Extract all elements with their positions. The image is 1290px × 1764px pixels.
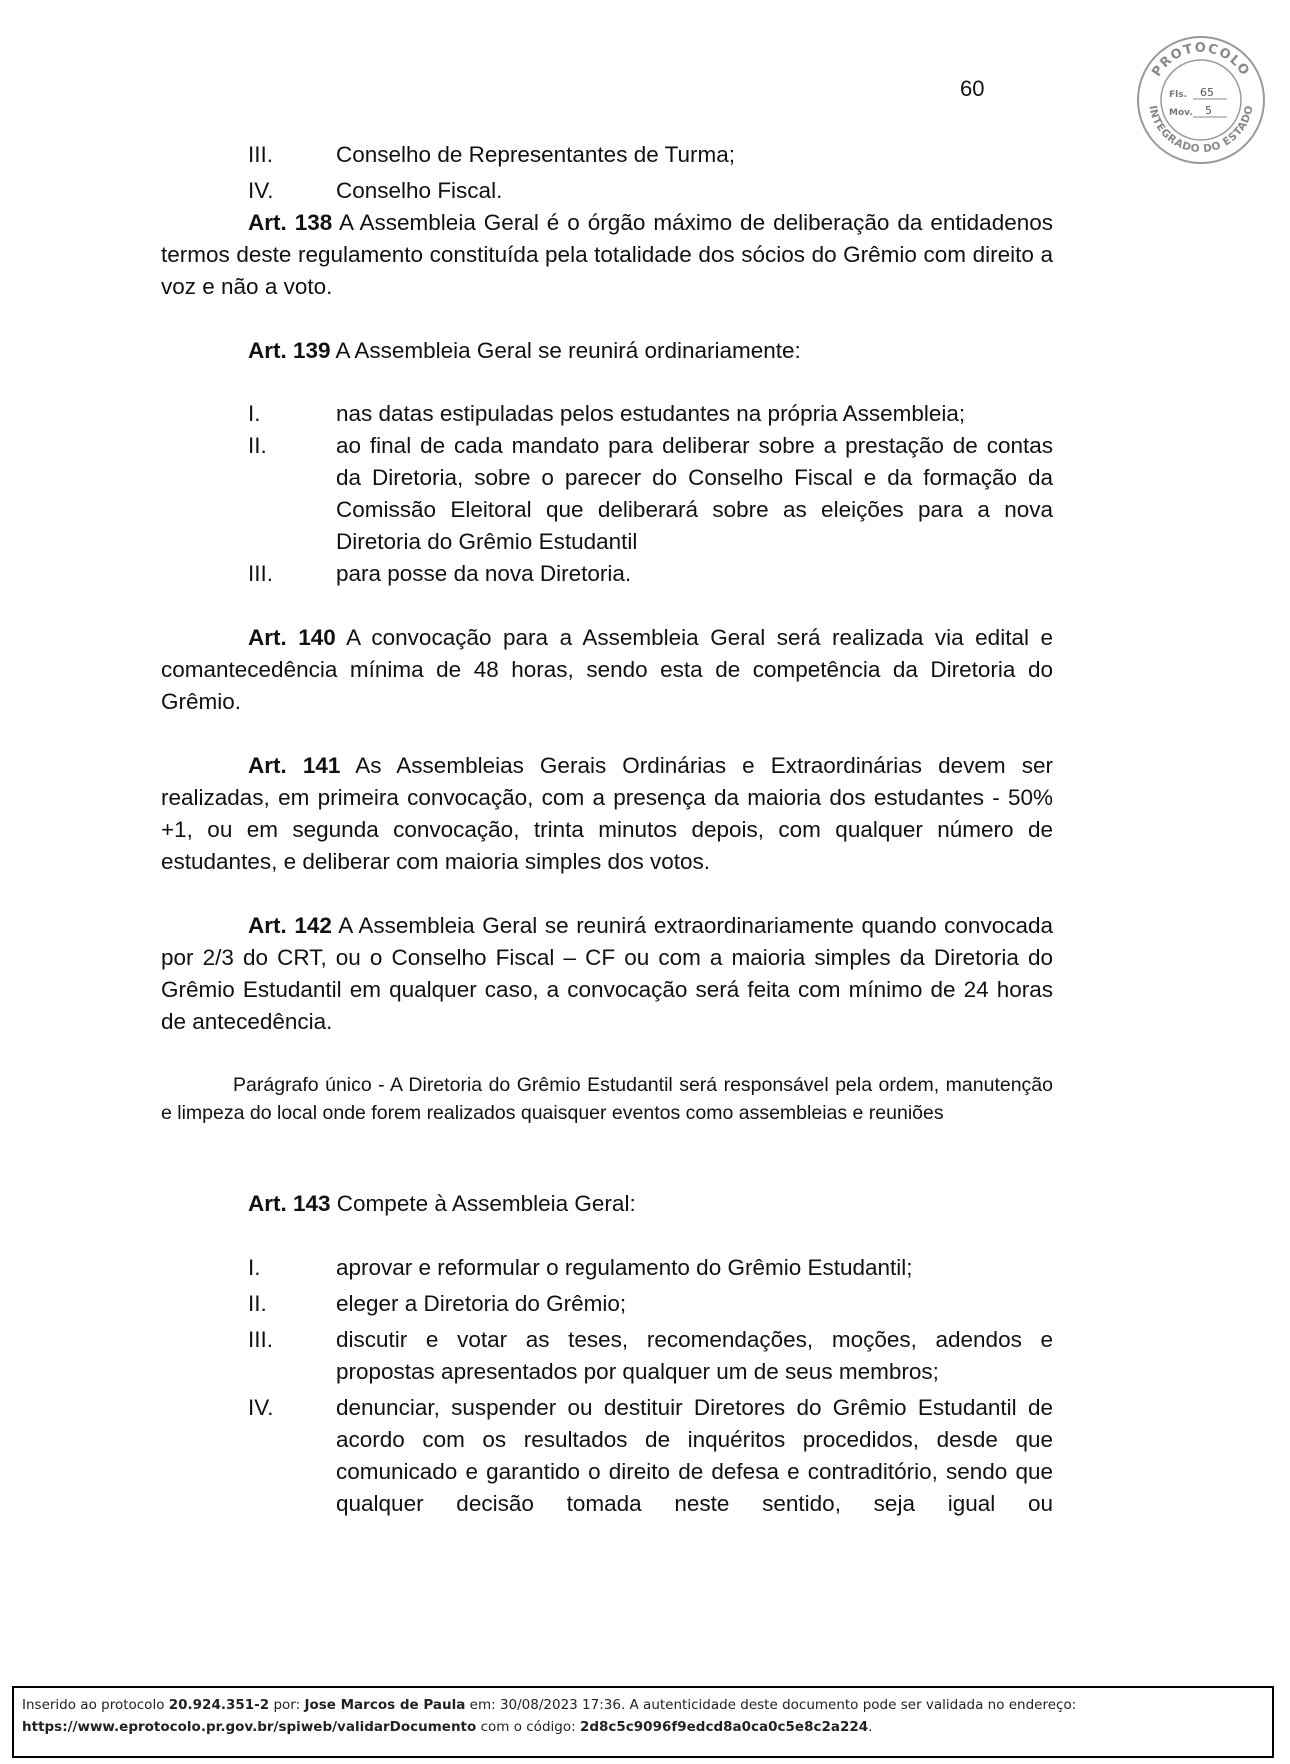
list-number: IV. xyxy=(248,178,274,203)
list-number: I. xyxy=(248,1255,261,1280)
article-141 xyxy=(161,750,1053,878)
article-138 xyxy=(161,207,1053,303)
list-number: I. xyxy=(248,401,261,426)
list-text: aprovar e reformular o regulamento do Grêmio Estudantil; xyxy=(336,1255,913,1280)
list-item xyxy=(161,398,1053,430)
article-139 xyxy=(161,335,1053,367)
stamp-mov-label: Mov. xyxy=(1169,108,1193,118)
list-number: II. xyxy=(248,433,267,458)
list-item xyxy=(161,1288,1053,1320)
stamp-fls-value: 65 xyxy=(1200,86,1214,99)
stamp-arc-top: PROTOCOLO xyxy=(1149,40,1253,80)
article-text: As Assembleias Gerais Ordinárias e Extraordinárias devem ser realizadas, em primeira convocação, com a presença da maioria dos estudantes - 50% +1, ou em segunda convocação, trinta minutos depois, com qualquer número de estudantes, e deliberar com maioria simples dos votos. xyxy=(161,753,1053,874)
list-text: para posse da nova Diretoria. xyxy=(336,561,632,586)
footer-protocol-number: 20.924.351-2 xyxy=(168,1697,270,1713)
list-text: Conselho de Representantes de Turma; xyxy=(336,142,735,167)
list-item xyxy=(161,430,1053,558)
list-text: ao final de cada mandato para deliberar sobre a prestação de contas da Diretoria, sobre o parecer do Conselho Fiscal e da formação da Comissão Eleitoral que deliberará sobre as eleições para a nova Diretoria do Grêmio Estudantil xyxy=(336,433,1053,554)
article-text: A convocação para a Assembleia Geral será realizada via edital e comantecedência mínima de 48 horas, sendo esta de competência da Diretoria do Grêmio. xyxy=(161,625,1054,714)
article-143 xyxy=(161,1188,1053,1220)
footer-code-prefix: com o código: xyxy=(476,1719,580,1735)
article-text: A Assembleia Geral se reunirá extraordinariamente quando convocada por 2/3 do CRT, ou o Conselho Fiscal – CF ou com a maioria simples da Diretoria do Grêmio Estudantil em qualquer caso, a convocação será feita com mínimo de 24 horas de antecedência. xyxy=(161,913,1054,1034)
article-140 xyxy=(161,622,1053,718)
list-number: IV. xyxy=(248,1395,274,1420)
list-item xyxy=(161,1324,1053,1388)
stamp-arc-bottom: INTEGRADO DO ESTADO xyxy=(1146,104,1256,156)
stamp-mov-value: 5 xyxy=(1205,104,1212,117)
list-text: denunciar, suspender ou destituir Diretores do Grêmio Estudantil de acordo com os resultados de inquéritos procedidos, desde que comunicado e garantido o direito de defesa e contraditório, sendo que qualquer decisão tomada neste sentido, seja igual ou xyxy=(336,1395,1053,1516)
article-text: A Assembleia Geral é o órgão máximo de deliberação da entidadenos termos deste regulamento constituída pela totalidade dos sócios do Grêmio com direito a voz e não a voto. xyxy=(161,210,1053,299)
list-number: III. xyxy=(248,561,274,586)
list-text: discutir e votar as teses, recomendações, moções, adendos e propostas apresentados por qualquer um de seus membros; xyxy=(336,1327,1053,1384)
paragrafo-unico: Parágrafo único - A Diretoria do Grêmio Estudantil será responsável pela ordem, manutenção e limpeza do local onde forem realizados quaisquer eventos como assembleias e reuniões xyxy=(161,1074,1053,1124)
list-item-iv-conselho xyxy=(161,175,1053,207)
list-item xyxy=(161,1252,1053,1284)
footer-by: por: xyxy=(269,1697,305,1713)
list-text: Conselho Fiscal. xyxy=(336,178,503,203)
article-label: Art. 140 xyxy=(248,625,336,650)
footer-end: . xyxy=(868,1719,873,1735)
article-label: Art. 143 xyxy=(248,1191,331,1216)
footer-author: Jose Marcos de Paula xyxy=(304,1697,466,1713)
footer-date: em: 30/08/2023 17:36. A autenticidade deste documento pode ser validada no endereço: xyxy=(465,1697,1077,1713)
article-label: Art. 142 xyxy=(248,913,332,938)
list-number: III. xyxy=(248,1327,274,1352)
footer-prefix: Inserido ao protocolo xyxy=(22,1697,169,1713)
list-text: eleger a Diretoria do Grêmio; xyxy=(336,1291,627,1316)
article-label: Art. 138 xyxy=(248,210,333,235)
list-number: III. xyxy=(248,142,274,167)
list-number: II. xyxy=(248,1291,267,1316)
footer-validation-code: 2d8c5c9096f9edcd8a0ca0c5e8c2a224 xyxy=(579,1719,869,1735)
list-item xyxy=(161,558,1053,590)
page-number: 60 xyxy=(960,76,985,101)
article-text: Compete à Assembleia Geral: xyxy=(330,1191,636,1216)
article-text: A Assembleia Geral se reunirá ordinariamente: xyxy=(330,338,801,363)
footer-validation-url[interactable]: https://www.eprotocolo.pr.gov.br/spiweb/validarDocumento xyxy=(22,1719,477,1735)
article-142 xyxy=(161,910,1053,1038)
protocol-footer xyxy=(12,1686,1274,1758)
article-label: Art. 141 xyxy=(248,753,341,778)
stamp-fls-label: Fls. xyxy=(1169,90,1188,100)
list-item-iii-conselho xyxy=(161,139,1053,171)
article-label: Art. 139 xyxy=(248,338,331,363)
protocol-stamp xyxy=(1135,34,1267,166)
list-item xyxy=(161,1392,1053,1520)
list-text: nas datas estipuladas pelos estudantes na própria Assembleia; xyxy=(336,401,966,426)
